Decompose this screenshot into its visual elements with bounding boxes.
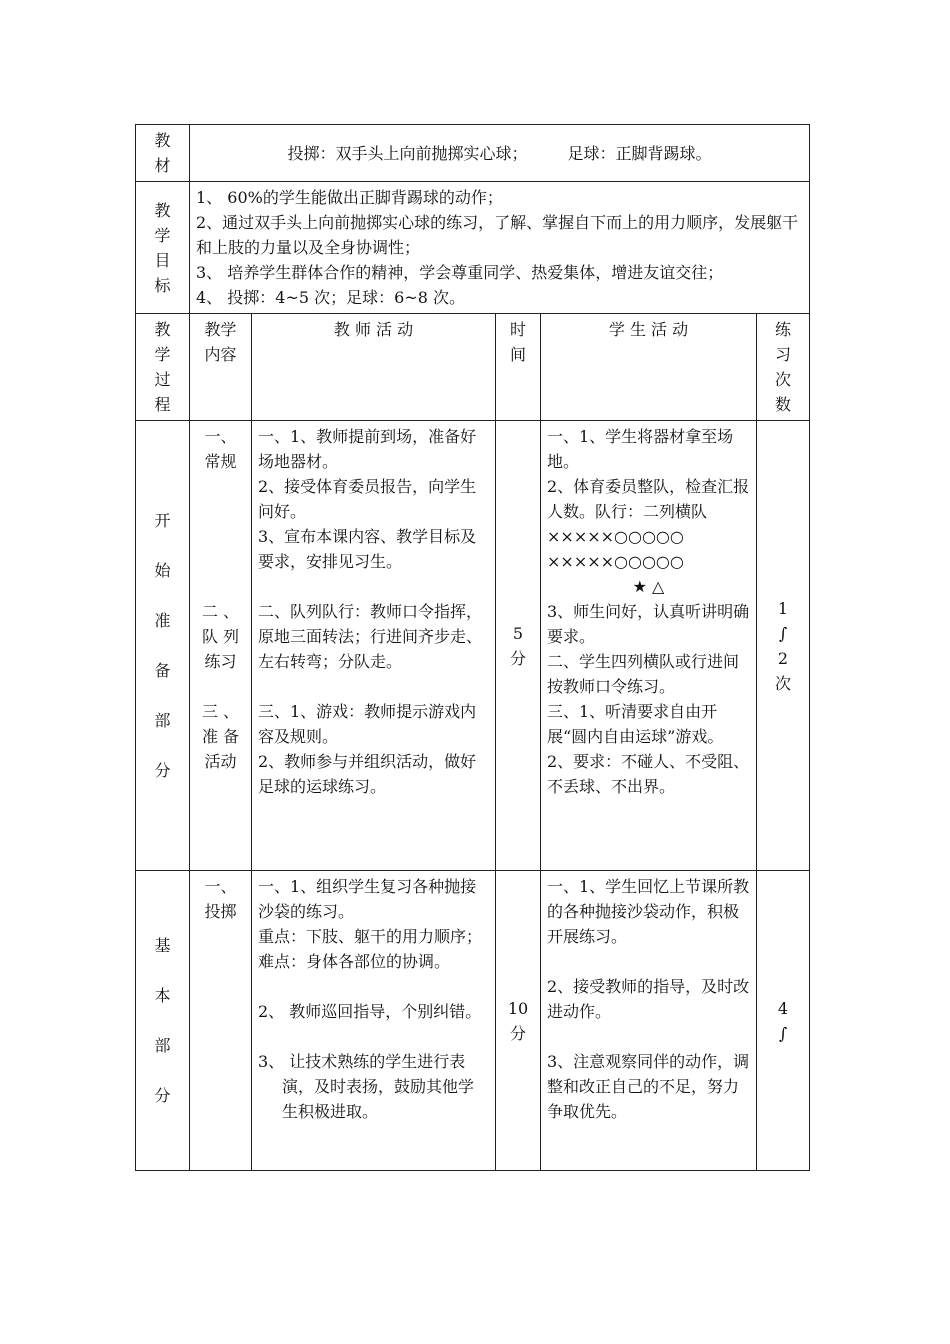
goals-content xyxy=(190,182,810,314)
lesson-plan-table xyxy=(135,124,810,1171)
material-throw: 投掷：双手头上向前抛掷实心球； xyxy=(287,143,528,163)
row-basic-section xyxy=(136,871,810,1171)
goal-item: 2、通过双手头上向前抛掷实心球的练习，了解、掌握自下而上的用力顺序，发展躯干和上肢的力量以及全身协调性； xyxy=(196,213,799,257)
row-start-section xyxy=(136,421,810,871)
basic-section-label: 基 本 部 分 xyxy=(136,871,190,1171)
start-student-activity: 一、1、学生将器材拿至场地。 2、体育委员整队，检查汇报人数。队行：二列横队 ×××××○○○○○ ×××××○○○○○ ★ △ 3、师生问好，认真听讲明确要求。 二、学生四列横队或行进间按教师口令练习。 三、1、听清要求自由开展“圆内自由运球”游戏。 2、要求：不碰人、不受阻、不丢球、不出界。 xyxy=(541,421,757,871)
header-time: 时 间 xyxy=(496,314,541,421)
basic-time: 10 分 xyxy=(496,871,541,1171)
start-time: 5 分 xyxy=(496,421,541,871)
start-reps: 1 ∫ 2 次 xyxy=(757,421,810,871)
header-process: 教 学 过 程 xyxy=(136,314,190,421)
basic-reps: 4 ∫ xyxy=(757,871,810,1171)
start-teacher-activity: 一、1、教师提前到场，准备好场地器材。 2、接受体育委员报告，向学生问好。 3、宣布本课内容、教学目标及要求，安排见习生。 二、队列队行：教师口令指挥，原地三面转法；行进间齐步走、左右转弯；分队走。 三、1、游戏：教师提示游戏内容及规则。 2、教师参与并组织活动，做好足球的运球练习。 xyxy=(252,421,496,871)
basic-student-activity: 一、1、学生回忆上节课所教的各种抛接沙袋动作，积极开展练习。 2、接受教师的指导，及时改进动作。 3、注意观察同伴的动作，调整和改正自己的不足，努力争取优先。 xyxy=(541,871,757,1171)
goals-label: 教 学 目 标 xyxy=(136,182,190,314)
goal-item: 4、 投掷：4~5 次；足球：6~8 次。 xyxy=(196,288,465,307)
material-label: 教 材 xyxy=(136,125,190,182)
header-content: 教学 内容 xyxy=(190,314,252,421)
goal-item: 3、 培养学生群体合作的精神，学会尊重同学、热爱集体，增进友谊交往； xyxy=(196,263,724,282)
start-content: 一、 常规 二 、 队 列 练习 三 、 准 备 活动 xyxy=(190,421,252,871)
material-football: 足球：正脚背踢球。 xyxy=(567,143,712,163)
header-reps: 练 习 次 数 xyxy=(757,314,810,421)
header-student: 学 生 活 动 xyxy=(541,314,757,421)
row-goals xyxy=(136,182,810,314)
formation-markers: ★ △ xyxy=(632,577,665,596)
process-header-row xyxy=(136,314,810,421)
basic-teacher-activity: 一、1、组织学生复习各种抛接沙袋的练习。 重点：下肢、躯干的用力顺序； 难点：身体各部位的协调。 2、 教师巡回指导，个别纠错。 3、 让技术熟练的学生进行表演，及时表扬，鼓励其他学生积极进取。 xyxy=(252,871,496,1171)
material-content xyxy=(190,125,810,182)
row-material xyxy=(136,125,810,182)
goal-item: 1、 60%的学生能做出正脚背踢球的动作； xyxy=(196,188,503,207)
formation-line: ×××××○○○○○ xyxy=(547,552,684,571)
basic-content: 一、 投掷 xyxy=(190,871,252,1171)
start-section-label: 开 始 准 备 部 分 xyxy=(136,421,190,871)
formation-line: ×××××○○○○○ xyxy=(547,527,684,546)
header-teacher: 教 师 活 动 xyxy=(252,314,496,421)
